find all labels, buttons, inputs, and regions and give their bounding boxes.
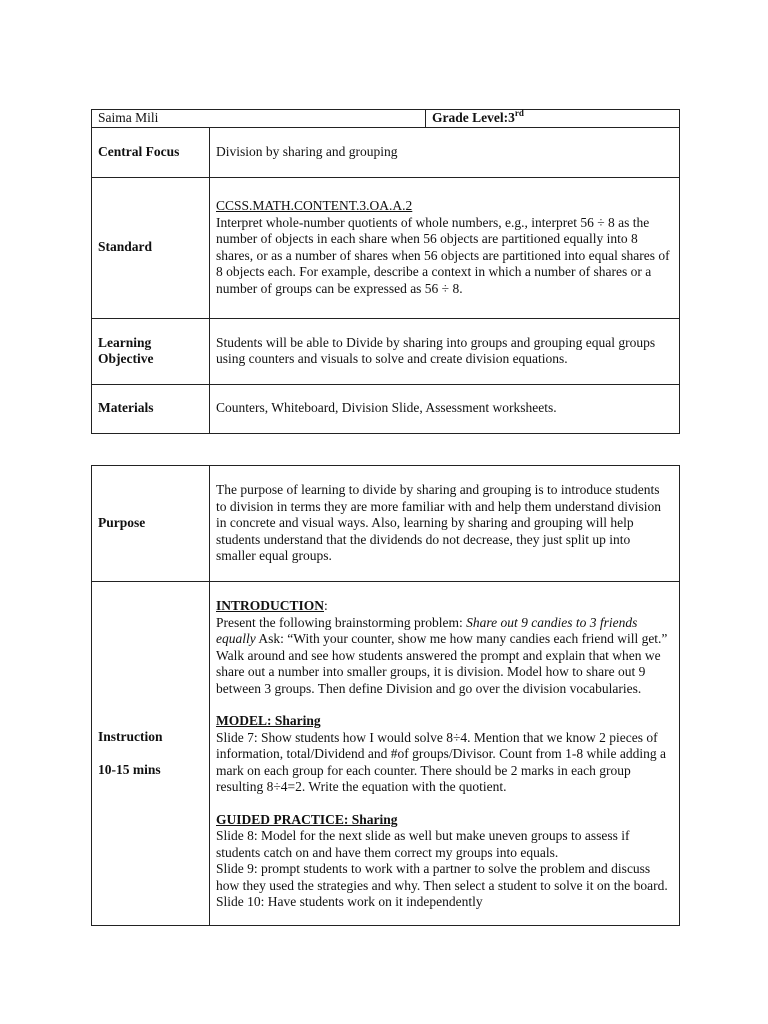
learning-objective-value: Students will be able to Divide by sharing into groups and grouping equal groups using counters and visuals to solve and create division equations. [210,318,680,384]
model-section [216,713,673,796]
central-focus-value: Division by sharing and grouping [210,127,680,177]
introduction-problem: Share out 9 candies to 3 friends equally [216,614,638,646]
grade-level [426,110,680,128]
guided-practice-slide8: Slide 8: Model for the next slide as well but make uneven groups to assess if students catch on and have them correct my groups into equals. [216,828,630,860]
instruction-label-cell [92,582,210,926]
instruction-content [210,582,680,926]
standard-text: Interpret whole-number quotients of whole numbers, e.g., interpret 56 ÷ 8 as the number of objects in each share when 56 objects are partitioned equally into 8 shares, or as a number of shares when 56 objects are partitioned into equal shares of 8 objects each. For example, describe a context in which a number of shares or a number of groups can be expressed as 56 ÷ 8. [216,214,670,296]
introduction-lead: Present the following brainstorming problem: [216,614,467,630]
purpose-label: Purpose [92,466,210,582]
grade-level-suffix: rd [514,108,524,118]
guided-practice-slide9: Slide 9: prompt students to work with a partner to solve the problem and discuss how they used the strategies and why. Then select a student to solve it on the board. Slide 10: Have students work on it independently [216,861,668,909]
grade-level-value: 3 [508,110,515,125]
materials-label: Materials [92,384,210,433]
guided-practice-section [216,812,673,911]
instruction-duration: 10-15 mins [98,761,161,777]
learning-objective-label: Learning Objective [92,318,210,384]
introduction-heading: INTRODUCTION [216,598,325,613]
grade-level-label: Grade Level: [432,110,509,125]
lesson-header-table [91,109,680,434]
instruction-label: Instruction [98,729,163,744]
model-text: Slide 7: Show students how I would solve 8÷4. Mention that we know 2 pieces of information, total/Dividend and #of groups/Divisor. Count from 1-8 while adding a mark on each group for each counter. There should be 2 marks in each group resulting 8÷4=2. Write the equation with the quotient. [216,729,666,794]
standard-label: Standard [92,177,210,318]
purpose-value: The purpose of learning to divide by sharing and grouping is to introduce students to division in terms they are more familiar with and help them understand division in concrete and visual ways. Also, learning by sharing and grouping will help students understand that the dividends do not decrease, they just split up into smaller equal groups. [210,466,680,582]
model-subheading: : Sharing [267,713,321,728]
lesson-details-table [91,465,680,926]
teacher-name: Saima Mili [92,110,426,128]
materials-value: Counters, Whiteboard, Division Slide, Assessment worksheets. [210,384,680,433]
guided-practice-heading: GUIDED PRACTICE [216,811,344,827]
guided-practice-subheading: : Sharing [343,811,398,827]
central-focus-label: Central Focus [92,127,210,177]
standard-value [210,177,680,318]
model-heading: MODEL [216,713,268,728]
introduction-body: Ask: “With your counter, show me how many candies each friend will get.” Walk around and see how students answered the prompt and explain that when we share out a number into smaller groups, it is division. Model how to share out 9 between 3 groups. Then define Division and go over the division vocabularies. [216,631,668,696]
standard-code: CCSS.MATH.CONTENT.3.OA.A.2 [216,198,413,213]
introduction-section: INTRODUCTION: Present the following brainstorming problem: Share out 9 candies to 3 friends equally Ask: “With your counter, show me how many candies each friend will get.” Walk around and see how students answered the prompt and explain that when we share out a number into smaller groups, it is division. Model how to share out 9 between 3 groups. Then define Division and go over the division vocabularies. [216,598,668,696]
